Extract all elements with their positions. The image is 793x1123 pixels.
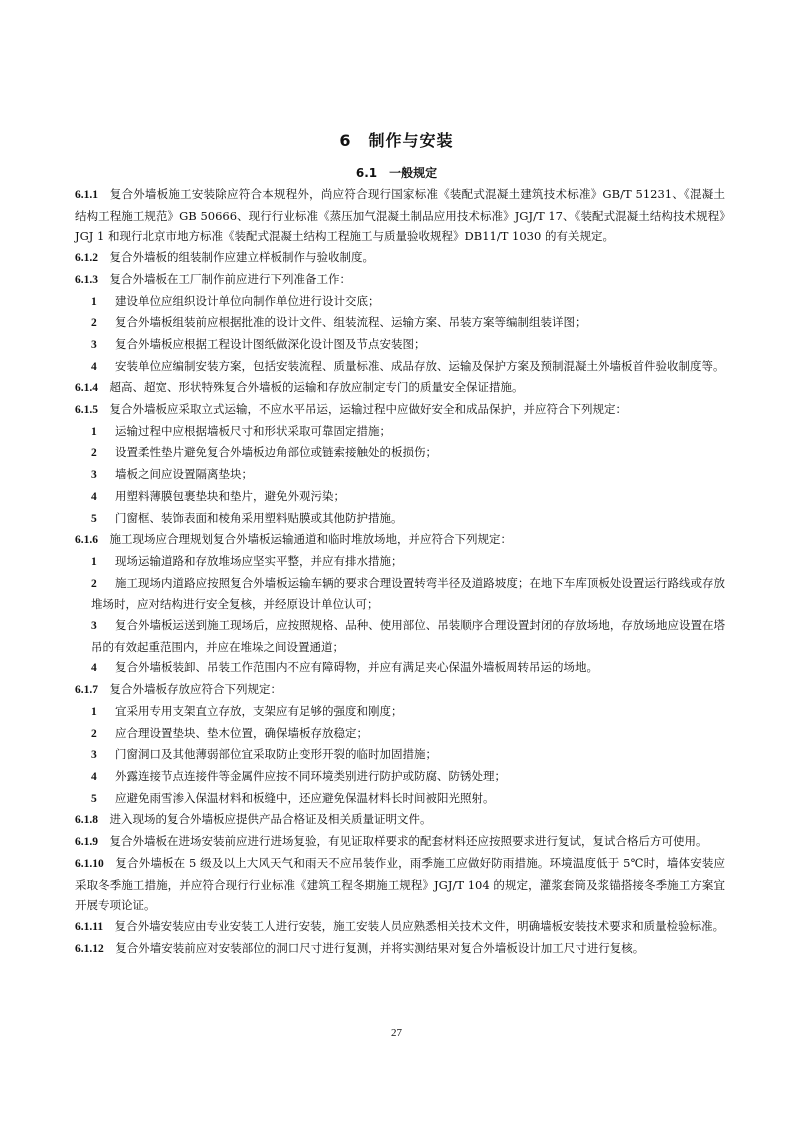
- clause-number: 6.1.7: [75, 684, 98, 697]
- clause-number: 6.1.1: [75, 189, 98, 201]
- page-number: 27: [391, 1027, 402, 1039]
- clause: [75, 853, 725, 916]
- clause-number: 6.1.4: [75, 382, 98, 395]
- item-text: 复合外墙板运送到施工现场后，应按照规格、品种、使用部位、吊装顺序合理设置封闭的存放场地，存放场地应设置在塔吊的有效起重范围内，并应在堆垛之间设置通道；: [91, 618, 725, 654]
- clause-number: 6.1.3: [75, 273, 98, 286]
- item-text: 应避免雨雪渗入保温材料和板缝中，还应避免保温材料长时间被阳光照射。: [115, 790, 495, 805]
- item-text: 外露连接节点连接件等金属件应按不同环境类别进行防护或防腐、防锈处理；: [115, 768, 506, 783]
- item-number: 5: [91, 792, 97, 805]
- item-text: 复合外墙板组装前应根据批准的设计文件、组装流程、运输方案、吊装方案等编制组装详图；: [115, 315, 587, 330]
- item-number: 2: [91, 727, 97, 740]
- item-text: 应合理设置垫块、垫木位置，确保墙板存放稳定；: [115, 725, 368, 740]
- clause: [75, 679, 725, 701]
- list-item: [75, 573, 725, 615]
- clause-text: 复合外墙板的组装制作应建立样板制作与验收制度。: [109, 250, 374, 265]
- clause: [75, 377, 725, 399]
- item-text: 施工现场内道路应按照复合外墙板运输车辆的要求合理设置转弯半径及道路坡度；在地下车库顶板处设置运行路线或存放堆场时，应对结构进行安全复核，并经原设计单位认可；: [91, 575, 725, 612]
- clause: [75, 529, 725, 551]
- clause-text: 复合外墙板在 5 级及以上大风天气和雨天不应吊装作业，雨季施工应做好防雨措施。环境温度低于 5℃时，墙体安装应采取冬季施工措施，并应符合现行行业标准《建筑工程冬期施工规程》JGJ/T 104 的规定，灌浆套筒及浆锚搭接冬季施工方案宜开展专项论证。: [75, 855, 725, 913]
- clause-text: 施工现场应合理规划复合外墙板运输通道和临时堆放场地，并应符合下列规定：: [109, 532, 512, 547]
- list-item: [75, 551, 725, 573]
- clause-text: 复合外墙安装应由专业安装工人进行安装，施工安装人员应熟悉相关技术文件，明确墙板安装技术要求和质量检验标准。: [114, 918, 725, 933]
- item-number: 4: [91, 360, 97, 373]
- item-number: 3: [91, 620, 97, 633]
- item-number: 3: [91, 469, 97, 482]
- clause-number: 6.1.9: [75, 836, 98, 849]
- item-text: 宜采用专用支架直立存放，支架应有足够的强度和刚度；: [115, 703, 403, 718]
- clause-text: 复合外墙安装前应对安装部位的洞口尺寸进行复测，并将实测结果对复合外墙板设计加工尺寸进行复核。: [115, 940, 645, 955]
- body-text: [75, 184, 725, 959]
- list-item: [75, 615, 725, 657]
- list-item: [75, 766, 725, 788]
- list-item: [75, 486, 725, 508]
- item-text: 门窗框、装饰表面和棱角采用塑料贴膜或其他防护措施。: [115, 510, 403, 525]
- item-text: 墙板之间应设置隔离垫块；: [115, 467, 253, 482]
- list-item: [75, 421, 725, 443]
- clause-number: 6.1.10: [75, 857, 104, 870]
- item-number: 2: [91, 317, 97, 330]
- clause-number: 6.1.12: [75, 942, 104, 955]
- item-number: 2: [91, 577, 97, 590]
- clause-text: 进入现场的复合外墙板应提供产品合格证及相关质量证明文件。: [109, 812, 432, 827]
- clause-text: 复合外墙板应采取立式运输，不应水平吊运，运输过程中应做好安全和成品保护，并应符合下列规定：: [109, 402, 627, 417]
- list-item: [75, 442, 725, 464]
- item-number: 2: [91, 447, 97, 460]
- list-item: [75, 788, 725, 810]
- clause: [75, 184, 725, 247]
- clause: [75, 938, 725, 960]
- item-text: 现场运输道路和存放堆场应坚实平整，并应有排水措施；: [115, 553, 403, 568]
- item-number: 5: [91, 512, 97, 525]
- item-number: 3: [91, 338, 97, 351]
- list-item: [75, 508, 725, 530]
- item-text: 运输过程中应根据墙板尺寸和形状采取可靠固定措施；: [115, 423, 391, 438]
- item-number: 1: [91, 295, 97, 308]
- clause: [75, 809, 725, 831]
- clause-text: 复合外墙板在进场安装前应进行进场复验，有见证取样要求的配套材料还应按照要求进行复试，复试合格后方可使用。: [109, 834, 708, 849]
- item-number: 3: [91, 749, 97, 762]
- clause-number: 6.1.8: [75, 814, 98, 827]
- item-number: 4: [91, 490, 97, 503]
- chapter-title: 6 制作与安装: [339, 131, 454, 150]
- clause-number: 6.1.11: [75, 920, 104, 933]
- list-item: [75, 701, 725, 723]
- clause-number: 6.1.2: [75, 252, 98, 265]
- clause: [75, 916, 725, 938]
- item-number: 4: [91, 662, 97, 675]
- clause: [75, 399, 725, 421]
- list-item: [75, 334, 725, 356]
- clause-text: 复合外墙板存放应符合下列规定：: [109, 682, 282, 697]
- clause: [75, 247, 725, 269]
- item-text: 用塑料薄膜包裹垫块和垫片，避免外观污染；: [115, 488, 345, 503]
- list-item: [75, 356, 725, 378]
- list-item: [75, 744, 725, 766]
- clause-number: 6.1.5: [75, 404, 98, 417]
- item-text: 门窗洞口及其他薄弱部位宜采取防止变形开裂的临时加固措施；: [115, 747, 437, 762]
- item-number: 1: [91, 705, 97, 718]
- item-text: 复合外墙板装卸、吊装工作范围内不应有障碍物，并应有满足夹心保温外墙板周转吊运的场地。: [115, 660, 598, 675]
- item-text: 建设单位应组织设计单位向制作单位进行设计交底；: [115, 293, 380, 308]
- clause-text: 超高、超宽、形状特殊复合外墙板的运输和存放应制定专门的质量安全保证措施。: [109, 380, 524, 395]
- item-text: 复合外墙板应根据工程设计图纸做深化设计图及节点安装图；: [115, 336, 426, 351]
- list-item: [75, 723, 725, 745]
- clause-number: 6.1.6: [75, 534, 98, 547]
- item-text: 设置柔性垫片避免复合外墙板边角部位或链索接触处的板损伤；: [115, 445, 437, 460]
- list-item: [75, 464, 725, 486]
- clause: [75, 831, 725, 853]
- item-number: 1: [91, 425, 97, 438]
- item-number: 1: [91, 555, 97, 568]
- clause: [75, 269, 725, 291]
- list-item: [75, 312, 725, 334]
- item-number: 4: [91, 770, 97, 783]
- clause-text: 复合外墙板在工厂制作前应进行下列准备工作：: [109, 271, 351, 286]
- section-title: 6.1 一般规定: [355, 166, 438, 180]
- list-item: [75, 291, 725, 313]
- list-item: [75, 657, 725, 679]
- clause-text: 复合外墙板施工安装除应符合本规程外，尚应符合现行国家标准《装配式混凝土建筑技术标准》GB/T 51231、《混凝土结构工程施工规范》GB 50666、现行行业标准《蒸压加气混凝土制品应用技术标准》JGJ/T 17、《装配式混凝土结构技术规程》JGJ 1 和现行北京市地方标准《装配式混凝土结构工程施工与质量验收规程》DB11/T 1030 的有关规定。: [75, 187, 725, 244]
- item-text: 安装单位应编制安装方案，包括安装流程、质量标准、成品存放、运输及保护方案及预制混凝土外墙板首件验收制度等。: [115, 358, 725, 373]
